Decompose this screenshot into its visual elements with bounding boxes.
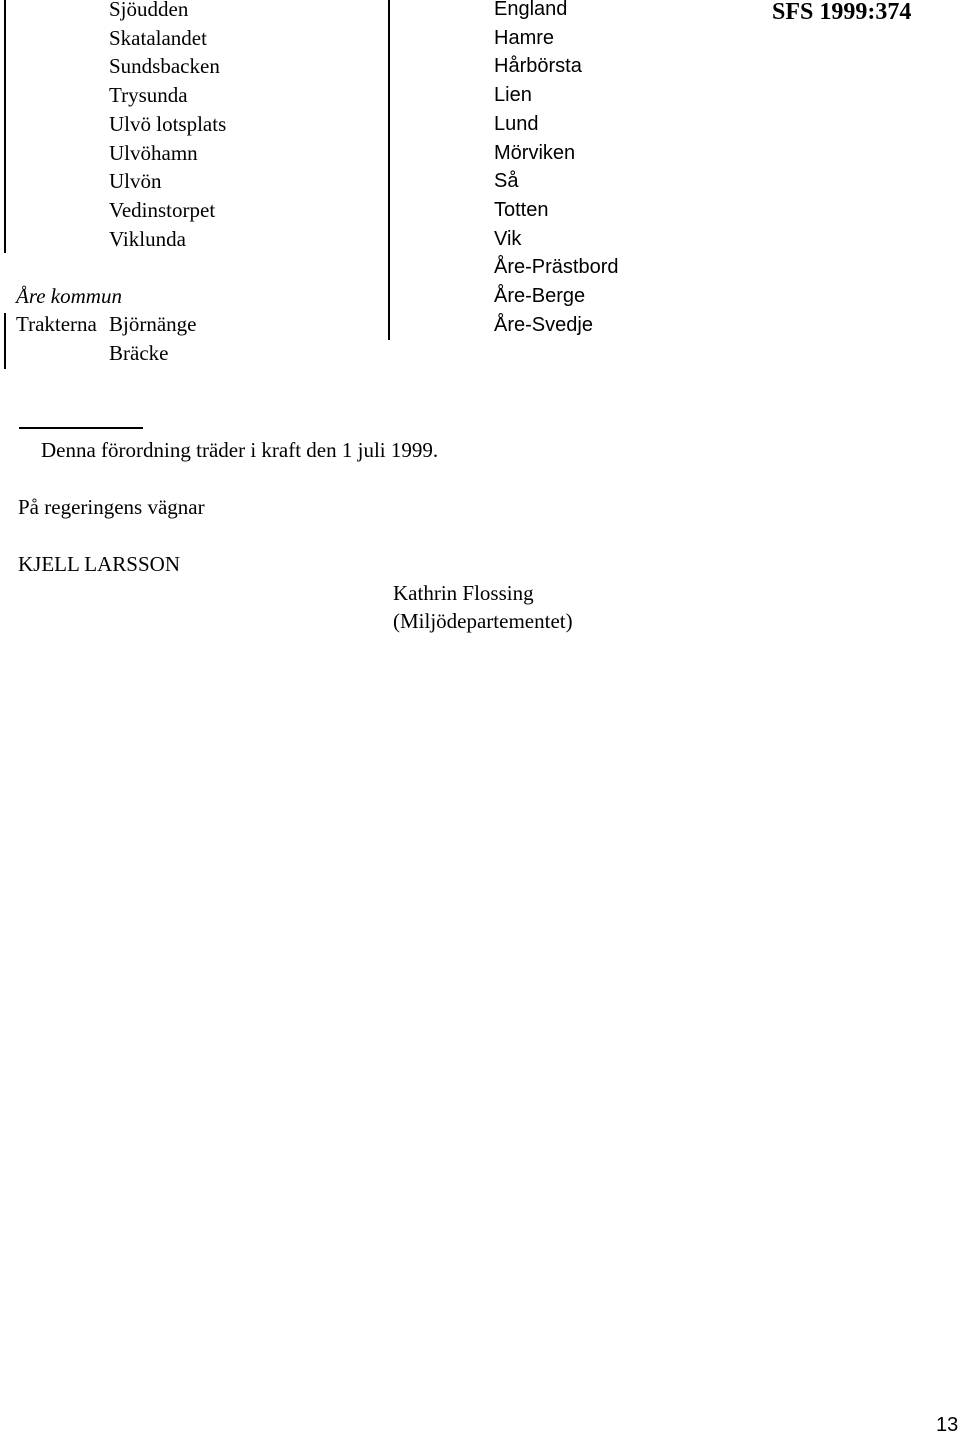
place-name: Mörviken bbox=[494, 141, 576, 164]
kommun-heading: Åre kommun bbox=[16, 284, 122, 308]
place-name: Vedinstorpet bbox=[109, 197, 216, 222]
place-name: Hamre bbox=[494, 26, 555, 49]
cosignatory-name: Kathrin Flossing bbox=[393, 581, 534, 605]
place-name: Åre-Berge bbox=[494, 285, 586, 308]
place-name: Björnänge bbox=[109, 312, 197, 336]
place-name: Sundsbacken bbox=[109, 54, 220, 79]
page-number: 13 bbox=[936, 1414, 959, 1436]
effective-date-text: Denna förordning träder i kraft den 1 juli 1999. bbox=[41, 438, 439, 462]
change-bar-left-bottom bbox=[4, 313, 6, 369]
right-place-list bbox=[494, 0, 619, 339]
change-bar-middle bbox=[388, 0, 390, 340]
on-behalf-text: På regeringens vägnar bbox=[18, 495, 205, 519]
place-name: Bräcke bbox=[109, 340, 169, 365]
place-name: Ulvön bbox=[109, 169, 162, 194]
place-name: England bbox=[494, 0, 568, 20]
place-name: Vik bbox=[494, 227, 522, 250]
place-name: Lund bbox=[494, 112, 539, 135]
place-name: Åre-Svedje bbox=[494, 313, 593, 336]
change-bar-left-top bbox=[4, 0, 6, 253]
place-name: Sjöudden bbox=[109, 0, 189, 21]
signatory-name: KJELL LARSSON bbox=[18, 552, 180, 576]
trakterna-label: Trakterna bbox=[16, 312, 97, 336]
place-name: Ulvö lotsplats bbox=[109, 111, 227, 136]
separator-rule bbox=[19, 427, 143, 429]
place-name: Skatalandet bbox=[109, 25, 207, 50]
place-name: Lien bbox=[494, 84, 532, 107]
left-place-list bbox=[109, 0, 226, 253]
place-name: Viklunda bbox=[109, 226, 186, 251]
place-name: Ulvöhamn bbox=[109, 140, 198, 165]
place-name: Så bbox=[494, 170, 519, 193]
trakterna-place-list bbox=[109, 310, 196, 367]
place-name: Trysunda bbox=[109, 83, 188, 108]
sfs-number: SFS 1999:374 bbox=[772, 0, 912, 25]
place-name: Totten bbox=[494, 198, 549, 221]
department-name: (Miljödepartementet) bbox=[393, 609, 573, 633]
place-name: Hårbörsta bbox=[494, 55, 582, 78]
place-name: Åre-Prästbord bbox=[494, 256, 619, 279]
